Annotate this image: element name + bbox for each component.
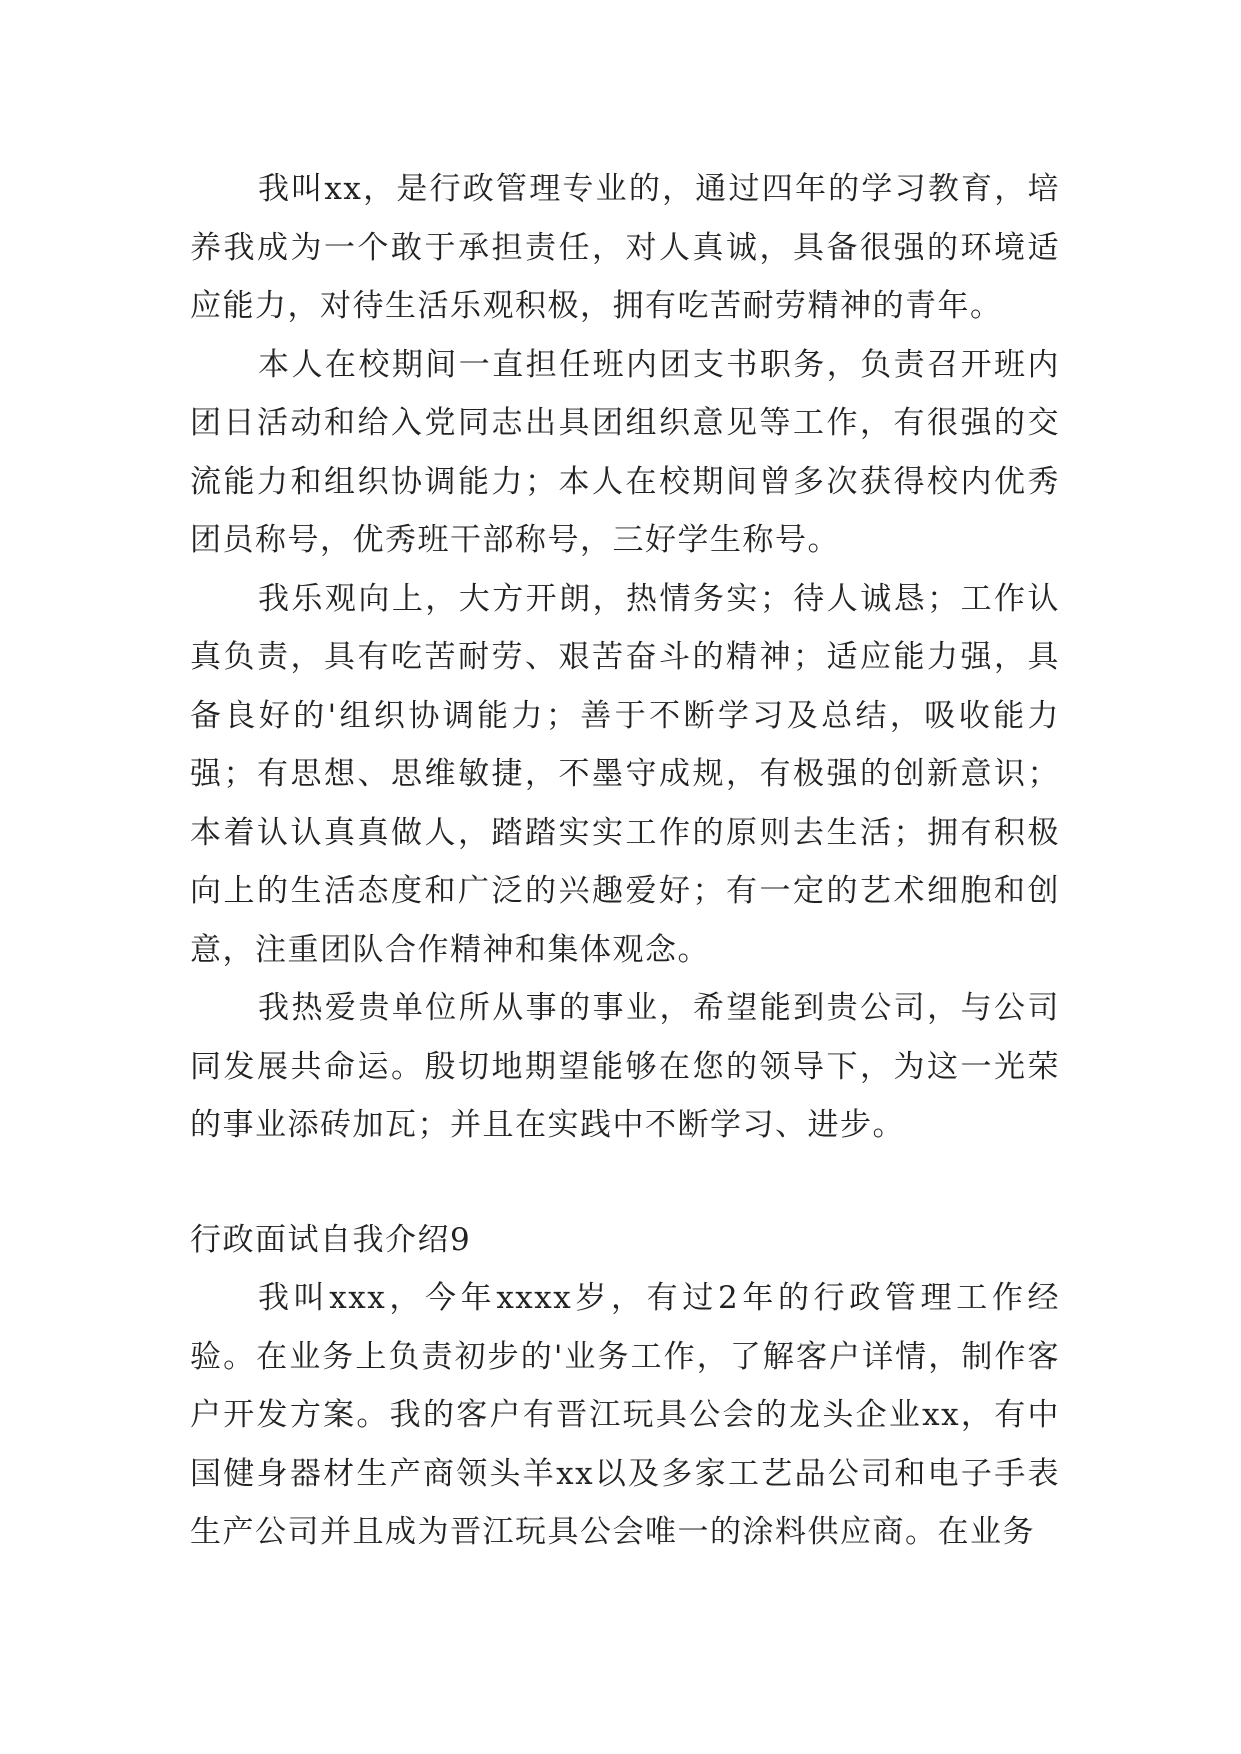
section-title: 行政面试自我介绍9 [190,1221,472,1258]
document-body [190,160,1060,1562]
paragraph-aspiration: 我热爱贵单位所从事的事业，希望能到贵公司，与公司同发展共命运。殷切地期望能够在您的领导下，为这一光荣的事业添砖加瓦；并且在实践中不断学习、进步。 [190,990,1060,1143]
paragraph-school-roles: 本人在校期间一直担任班内团支书职务，负责召开班内团日活动和给入党同志出具团组织意见等工作，有很强的交流能力和组织协调能力；本人在校期间曾多次获得校内优秀团员称号，优秀班干部称号，三好学生称号。 [190,346,1060,558]
paragraph-work-experience: 我叫xxx，今年xxxx岁，有过2年的行政管理工作经验。在业务上负责初步的'业务工作，了解客户详情，制作客户开发方案。我的客户有晋江玩具公会的龙头企业xx，有中国健身器材生产商领头羊xx以及多家工艺品公司和电子手表生产公司并且成为晋江玩具公会唯一的涂料供应商。在业务 [190,1280,1060,1550]
paragraph-personality: 我乐观向上，大方开朗，热情务实；待人诚恳；工作认真负责，具有吃苦耐劳、艰苦奋斗的精神；适应能力强，具备良好的'组织协调能力；善于不断学习及总结，吸收能力强；有思想、思维敏捷，不墨守成规，有极强的创新意识；本着认认真真做人，踏踏实实工作的原则去生活；拥有积极向上的生活态度和广泛的兴趣爱好；有一定的艺术细胞和创意，注重团队合作精神和集体观念。 [190,580,1060,968]
paragraph-intro: 我叫xx，是行政管理专业的，通过四年的学习教育，培养我成为一个敢于承担责任，对人真诚，具备很强的环境适应能力，对待生活乐观积极，拥有吃苦耐劳精神的青年。 [190,171,1060,324]
